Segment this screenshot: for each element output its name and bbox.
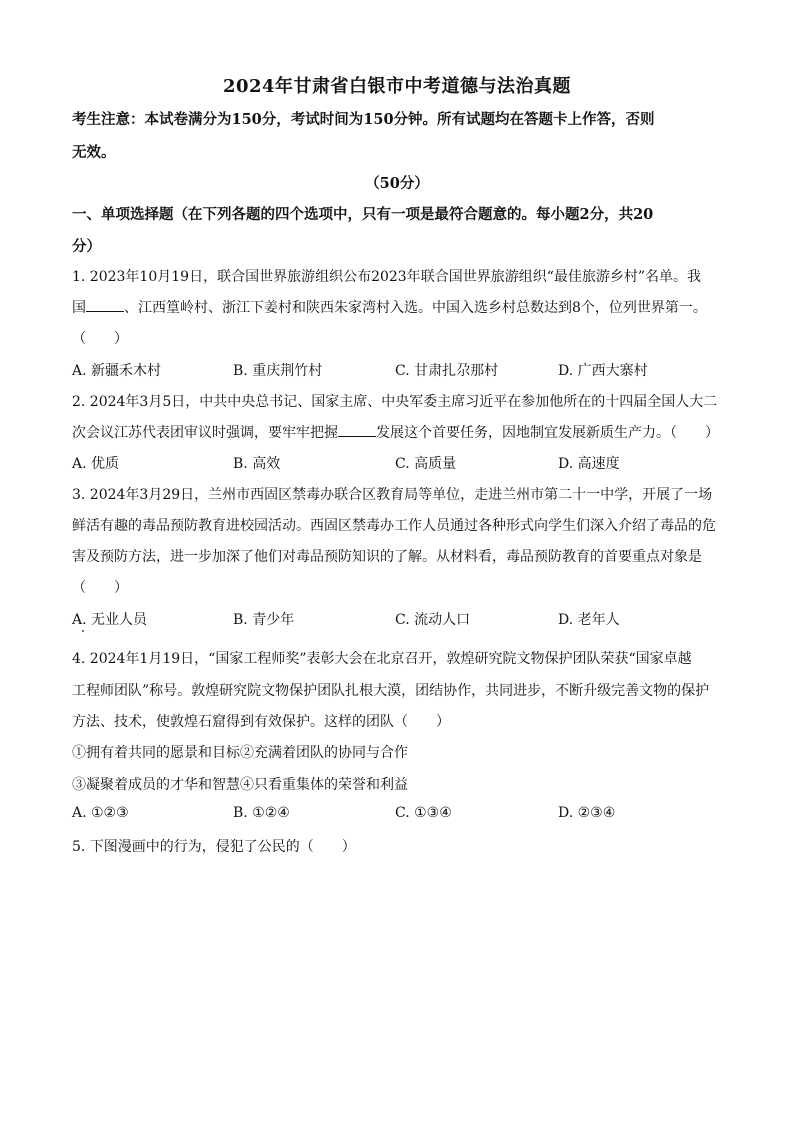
section1-heading-line-2: 分） (72, 238, 101, 255)
q2-option-d: D. 高速度 (558, 456, 620, 472)
q4-statements-2: ③凝聚着成员的才华和智慧④只看重集体的荣誉和利益 (72, 777, 408, 793)
q2-option-c: C. 高质量 (395, 456, 457, 472)
q3-option-b: B. 青少年 (233, 612, 295, 628)
q1-option-c: C. 甘肃扎尕那村 (395, 363, 499, 379)
exam-title: 2024年甘肃省白银市中考道德与法治真题 (222, 76, 572, 97)
notice-line-2: 无效。 (72, 144, 116, 161)
q3-answer-paren: （ ） (72, 580, 128, 596)
q4-option-a: A. ①②③ (72, 805, 129, 821)
q2-option-b: B. 高效 (233, 456, 281, 472)
q3-option-c: C. 流动人口 (395, 612, 471, 628)
q2-option-a: A. 优质 (72, 456, 120, 472)
q3-line-2: 鲜活有趣的毒品预防教育进校园活动。西固区禁毒办工作人员通过各种形式向学生们深入介绍了毒品的危 (72, 518, 716, 534)
q1-line-2-start: 国 (72, 300, 86, 316)
q4-option-b: B. ①②④ (233, 805, 290, 821)
q2-line-2 (72, 422, 719, 442)
q1-option-a: A. 新疆禾木村 (72, 363, 162, 379)
q1-option-d: D. 广西大寨村 (558, 363, 648, 379)
q1-answer-paren: （ ） (72, 331, 128, 347)
q3-option-a: A. 无业人员 (72, 612, 148, 628)
q2-line-2-start: 次会议江苏代表团审议时强调，要牢牢把握 (72, 425, 338, 441)
q3-line-3: 害及预防方法，进一步加深了他们对毒品预防知识的了解。从材料看，毒品预防教育的首要重点对象是 (72, 549, 702, 565)
q5-line-1: 5. 下图漫画中的行为，侵犯了公民的（ ） (72, 839, 356, 855)
q4-statements-1: ①拥有着共同的愿景和目标②充满着团队的协同与合作 (72, 745, 408, 761)
q4-option-d: D. ②③④ (558, 805, 616, 821)
section-score: （50分） (365, 175, 429, 192)
q2-line-2-end: 发展这个首要任务，因地制宜发展新质生产力。（ ） (376, 425, 719, 441)
q3-line-1: 3. 2024年3月29日，兰州市西固区禁毒办联合区教育局等单位，走进兰州市第二十一中学，开展了一场 (72, 487, 713, 503)
section1-heading-line-1: 一、单项选择题（在下列各题的四个选项中，只有一项是最符合题意的。每小题2分，共20 (72, 206, 654, 223)
q4-option-c: C. ①③④ (395, 805, 452, 821)
stray-mark (82, 630, 84, 632)
q4-line-3: 方法、技术，使敦煌石窟得到有效保护。这样的团队（ ） (72, 714, 450, 730)
notice-line-1: 考生注意：本试卷满分为150分，考试时间为150分钟。所有试题均在答题卡上作答，否则 (72, 111, 655, 128)
q1-option-b: B. 重庆荆竹村 (233, 363, 323, 379)
q3-option-d: D. 老年人 (558, 612, 620, 628)
q1-line-1: 1. 2023年10月19日，联合国世界旅游组织公布2023年联合国世界旅游组织“最佳旅游乡村”名单。我 (72, 269, 702, 285)
q4-line-2: 工程师团队”称号。敦煌研究院文物保护团队扎根大漠，团结协作，共同进步，不断升级完善文物的保护 (72, 683, 710, 699)
q4-line-1: 4. 2024年1月19日，“国家工程师奖”表彰大会在北京召开，敦煌研究院文物保护团队荣获“国家卓越 (72, 651, 692, 667)
q2-line-1: 2. 2024年3月5日，中共中央总书记、国家主席、中央军委主席习近平在参加他所在的十四届全国人大二 (72, 394, 718, 410)
q1-blank (86, 299, 124, 312)
q2-blank (338, 424, 376, 437)
q1-line-2 (72, 297, 707, 317)
q1-line-2-end: 、江西篁岭村、浙江下姜村和陕西朱家湾村入选。中国入选乡村总数达到8个，位列世界第一。 (124, 300, 707, 316)
